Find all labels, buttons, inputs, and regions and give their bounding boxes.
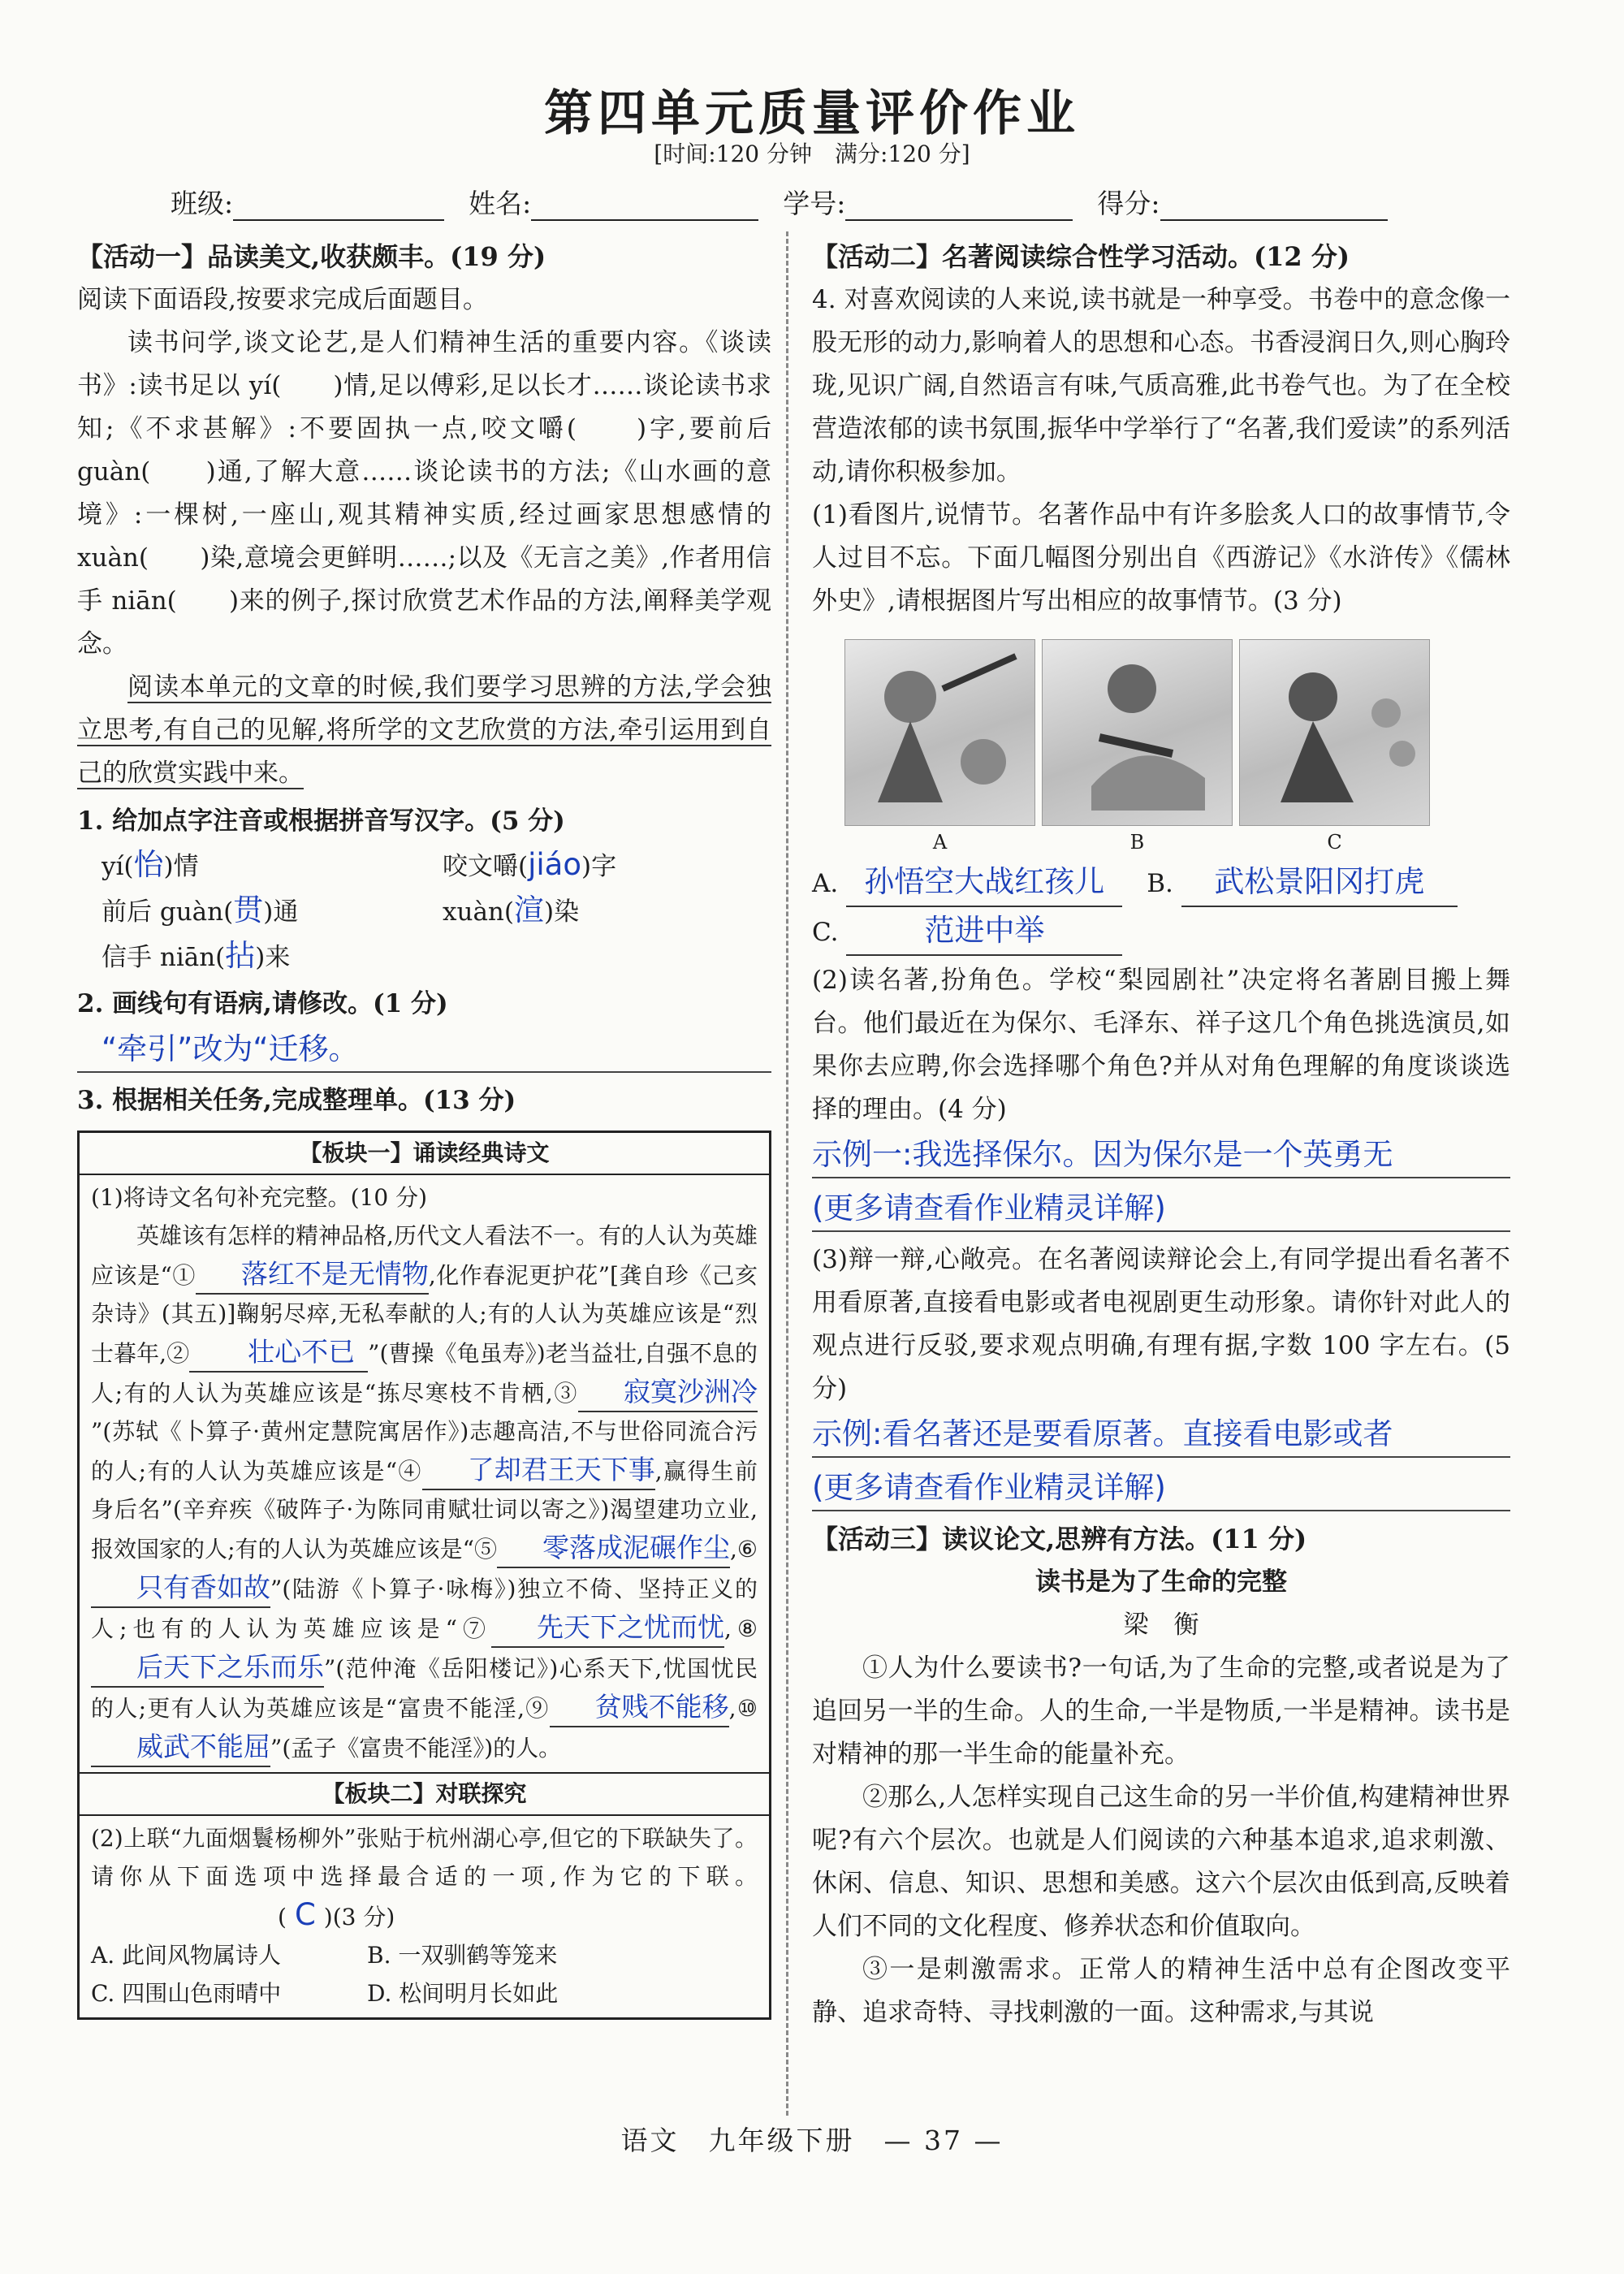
block1-body	[80, 1175, 769, 1772]
block2-body	[80, 1816, 769, 2017]
image-labels	[844, 826, 1510, 858]
q1-item-4: xuàn(渲)染	[443, 893, 580, 927]
answer-a-label: A.	[812, 869, 839, 898]
q1-answer-2[interactable]: jiáo	[528, 847, 581, 882]
answer-a[interactable]: 孙悟空大战红孩儿	[846, 858, 1122, 907]
q1-item-5: 信手 niān(拈)来	[102, 938, 291, 973]
q4-2-answer-line-2[interactable]: (更多请查看作业精灵详解)	[812, 1185, 1510, 1232]
question4: 4. 对喜欢阅读的人来说,读书就是一种享受。书卷中的意念像一股无形的动力,影响着人的思想和心态。书香浸润日久,则心胸玲珑,见识广阔,自然语言有味,气质高雅,此书卷气也。为了在全校营造浓郁的读书氛围,振华中学举行了“名著,我们爱读”的系列活动,请你积极参加。	[812, 285, 1510, 486]
q1-answer-4[interactable]: 渲	[514, 893, 544, 927]
time-score-note: [时间:120 分钟 满分:120 分]	[654, 141, 970, 167]
activity1-heading: 【活动一】品读美文,收获颇丰。(19 分)	[77, 241, 546, 272]
image-a-monkey-king	[844, 639, 1035, 826]
right-column	[812, 236, 1510, 2034]
block2-answer[interactable]: C	[294, 1897, 316, 1932]
story-answers	[812, 858, 1510, 956]
question2-answer-line[interactable]	[77, 1026, 771, 1073]
q1-answer-5[interactable]: 拈	[225, 938, 256, 973]
question4-part1: (1)看图片,说情节。名著作品中有许多脍炙人口的故事情节,令人过目不忘。下面几幅图分别出自《西游记》《水浒传》《儒林外史》,请根据图片写出相应的故事情节。(3 分)	[812, 500, 1510, 616]
blank-answer-2[interactable]: 壮心不已	[189, 1333, 368, 1373]
answer-b[interactable]: 武松景阳冈打虎	[1181, 858, 1458, 907]
article-title: 读书是为了生命的完整	[1035, 1567, 1287, 1597]
q4-3-answer-line-1[interactable]: 示例:看名著还是要看原著。直接看电影或者	[812, 1411, 1510, 1458]
blank-answer-9[interactable]: 贫贱不能移	[550, 1688, 729, 1727]
option-d[interactable]: D. 松间明月长如此	[367, 1980, 559, 2007]
blank-answer-5[interactable]: 零落成泥碾作尘	[497, 1528, 730, 1568]
question3: 3. 根据相关任务,完成整理单。(13 分)	[77, 1086, 516, 1115]
q4-2-answer-line-1[interactable]: 示例一:我选择保尔。因为保尔是一个英勇无	[812, 1131, 1510, 1178]
class-field[interactable]	[233, 192, 444, 221]
name-field[interactable]	[531, 192, 758, 221]
worksheet-box	[77, 1131, 771, 2020]
activity1-paragraph1: 读书问学,谈文论艺,是人们精神生活的重要内容。《谈读书》:读书足以 yí( )情,足以傅彩,足以长才……谈论读书求知;《不求甚解》:不要固执一点,咬文嚼( )字,要前后 guàn( )通,了解大意……谈论读书的方法;《山水画的意境》:一棵树,一座山,观其精神实质,经过画家思想感情的 xuàn( )染,意境会更鲜明……;以及《无言之美》,作者用信手 niān( )来的例子,探讨欣赏艺术作品的方法,阐释美学观念。	[77, 328, 771, 659]
block2-options	[91, 1936, 758, 2012]
image-label-b: B	[1129, 831, 1145, 854]
article-paragraph-2: ②那么,人怎样实现自己这生命的另一半价值,构建精神世界呢?有六个层次。也就是人们阅读的六种基本追求,追求刺激、休闲、信息、知识、思想和美感。这六个层次由低到高,反映着人们不同的文化程度、修养状态和价值取向。	[812, 1783, 1510, 1941]
question4-part3: (3)辩一辩,心敞亮。在名著阅读辩论会上,有同学提出看名著不用看原著,直接看电影或者电视剧更生动形象。请你针对此人的观点进行反驳,要求观点明确,有理有据,字数 100 字左右。(5 分)	[812, 1245, 1510, 1403]
answer-b-label: B.	[1147, 869, 1173, 898]
score-label: 得分:	[1097, 188, 1160, 219]
name-label: 姓名:	[469, 188, 532, 219]
activity2-heading: 【活动二】名著阅读综合性学习活动。(12 分)	[812, 241, 1350, 272]
q1-answer-1[interactable]: 怡	[133, 847, 164, 882]
question1: 1. 给加点字注音或根据拼音写汉字。(5 分)	[77, 806, 565, 836]
block1-heading: 【板块一】诵读经典诗文	[80, 1133, 769, 1175]
blank-answer-10[interactable]: 威武不能屈	[91, 1727, 270, 1767]
left-column	[77, 236, 771, 2020]
student-info-row	[171, 183, 1470, 221]
blank-answer-7[interactable]: 先天下之忧而忧	[491, 1608, 724, 1648]
question2: 2. 画线句有语病,请修改。(1 分)	[77, 989, 448, 1018]
answer-c[interactable]: 范进中举	[846, 907, 1122, 956]
page-title: 第四单元质量评价作业	[544, 85, 1080, 142]
q4-3-answer-line-2[interactable]: (更多请查看作业精灵详解)	[812, 1464, 1510, 1511]
block1-question: (1)将诗文名句补充完整。(10 分)	[91, 1184, 428, 1211]
underlined-sentence: 阅读本单元的文章的时候,我们要学习思辨的方法,学会独立思考,有自己的见解,将所学的文艺欣赏的方法,牵引运用到自己的欣赏实践中来。	[77, 672, 771, 788]
image-label-a: A	[932, 831, 948, 854]
blank-answer-4[interactable]: 了却君王天下事	[422, 1450, 655, 1490]
block2-heading: 【板块二】对联探究	[80, 1772, 769, 1816]
option-a[interactable]: A. 此间风物属诗人	[91, 1942, 282, 1969]
id-label: 学号:	[783, 188, 846, 219]
image-label-c: C	[1327, 831, 1342, 854]
block1-passage: 英雄该有怎样的精神品格,历代文人看法不一。有的人认为英雄应该是“① 落红不是无情物,化作春泥更护花”[龚自珍《己亥杂诗》(其五)]鞠躬尽瘁,无私奉献的人;有的人认为英雄应该是“烈士暮年,② 壮心不已 ”(曹操《龟虽寿》)老当益壮,自强不息的人;有的人认为英雄应该是“拣尽寒枝不肯栖,③ 寂寞沙洲冷”(苏轼《卜算子·黄州定慧院寓居作》)志趣高洁,不与世俗同流合污的人;有的人认为英雄应该是“④ 了却君王天下事,赢得生前身后名”(辛弃疾《破阵子·为陈同甫赋壮词以寄之》)渴望建功立业,报效国家的人;有的人认为英雄应该是“⑤ 零落成泥碾作尘,⑥只有香如故”(陆游《卜算子·咏梅》)独立不倚、坚持正义的人;也有的人认为英雄应该是“⑦ 先天下之忧而忧,⑧后天下之乐而乐”(范仲淹《岳阳楼记》)心系天下,忧国忧民的人;更有人认为英雄应该是“富贵不能淫,⑨ 贫贱不能移,⑩威武不能屈”(孟子《富贵不能淫》)的人。	[91, 1217, 758, 1767]
blank-answer-8[interactable]: 后天下之乐而乐	[91, 1648, 324, 1688]
page-footer: 语文 九年级下册 — 37 —	[620, 2125, 1004, 2156]
activity1-paragraph2	[77, 666, 771, 795]
blank-answer-6[interactable]: 只有香如故	[91, 1568, 270, 1608]
question4-part2: (2)读名著,扮角色。学校“梨园剧社”决定将名著剧目搬上舞台。他们最近在为保尔、毛泽东、祥子这几个角色挑选演员,如果你去应聘,你会选择哪个角色?并从对角色理解的角度谈谈选择的理由。(4 分)	[812, 966, 1510, 1124]
story-images	[844, 639, 1510, 826]
block2-question: (2)上联“九面烟鬟杨柳外”张贴于杭州湖心亭,但它的下联缺失了。请你从下面选项中选择最合适的一项,作为它的下联。( C )(3 分)	[91, 1825, 758, 1932]
image-c-fan-jin	[1239, 639, 1430, 826]
q2-answer: “牵引”改为“迁移。	[102, 1031, 359, 1066]
q1-answer-3[interactable]: 贯	[233, 893, 264, 927]
activity1-intro: 阅读下面语段,按要求完成后面题目。	[77, 285, 488, 314]
id-field[interactable]	[845, 192, 1073, 221]
score-field[interactable]	[1160, 192, 1388, 221]
q1-item-1: yí(怡)情	[102, 847, 199, 882]
article-paragraph-1: ①人为什么要读书?一句话,为了生命的完整,或者说是为了追回另一半的生命。人的生命,一半是物质,一半是精神。读书是对精神的那一半生命的能量补充。	[812, 1654, 1510, 1769]
article-author: 梁 衡	[1123, 1610, 1199, 1640]
activity3-heading: 【活动三】读议论文,思辨有方法。(11 分)	[812, 1524, 1307, 1554]
blank-answer-3[interactable]: 寂寞沙洲冷	[578, 1373, 758, 1412]
answer-c-label: C.	[812, 918, 839, 947]
column-divider	[786, 231, 788, 2116]
q1-item-3: 前后 guàn(贯)通	[102, 893, 299, 927]
article-paragraph-3: ③一是刺激需求。正常人的精神生活中总有企图改变平静、追求奇特、寻找刺激的一面。这种需求,与其说	[812, 1955, 1510, 2027]
image-b-tiger-fight	[1042, 639, 1233, 826]
blank-answer-1[interactable]: 落红不是无情物	[196, 1255, 429, 1295]
option-c[interactable]: C. 四围山色雨晴中	[91, 1980, 282, 2007]
option-b[interactable]: B. 一双驯鹤等笼来	[367, 1942, 558, 1969]
class-label: 班级:	[171, 188, 234, 219]
q1-item-2: 咬文嚼(jiáo)字	[443, 847, 617, 882]
question1-answers	[77, 843, 771, 979]
